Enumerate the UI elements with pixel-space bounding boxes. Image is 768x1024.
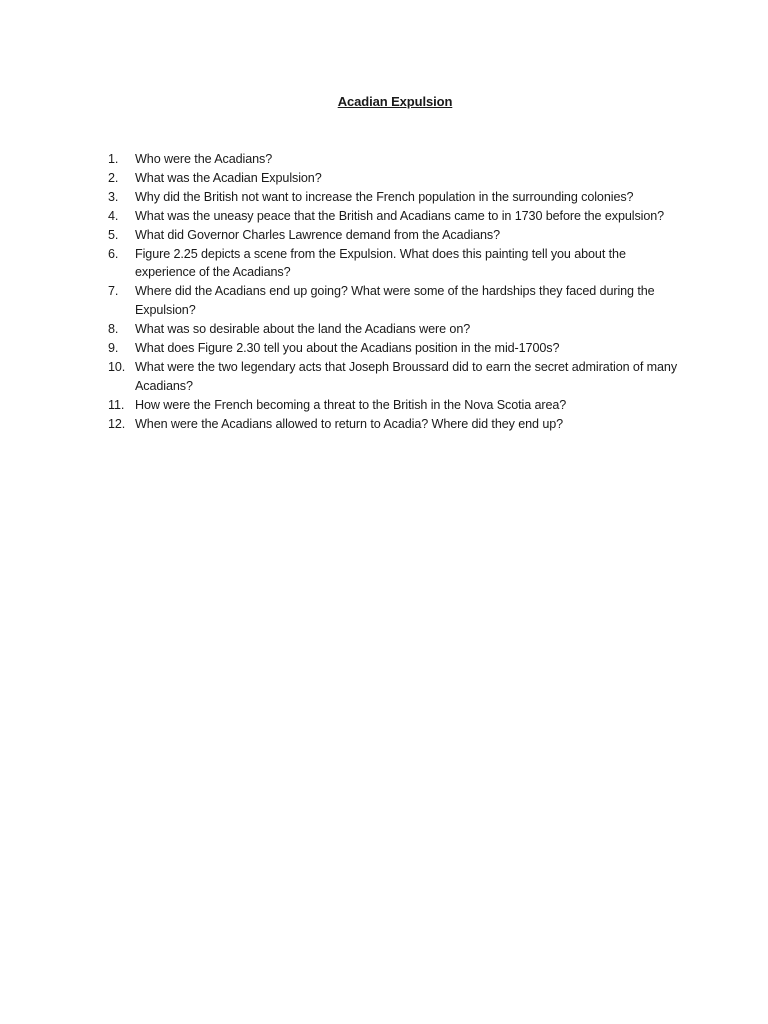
question-text: What was the uneasy peace that the British and Acadians came to in 1730 before the expulsion? bbox=[135, 208, 665, 223]
question-number: 7. bbox=[108, 284, 119, 299]
question-text: What were the two legendary acts that Joseph Broussard did to earn the secret admiration of many Acadians? bbox=[135, 359, 678, 393]
question-list bbox=[108, 150, 688, 434]
question-text: Where did the Acadians end up going? What were some of the hardships they faced during the Expulsion? bbox=[135, 284, 655, 318]
question-number: 2. bbox=[108, 170, 119, 185]
question-item bbox=[108, 245, 688, 283]
question-item bbox=[108, 207, 688, 226]
question-text: What did Governor Charles Lawrence demand from the Acadians? bbox=[135, 227, 501, 242]
question-text: What was so desirable about the land the Acadians were on? bbox=[135, 322, 471, 337]
question-item bbox=[108, 358, 688, 396]
question-item bbox=[108, 320, 688, 339]
question-text: How were the French becoming a threat to the British in the Nova Scotia area? bbox=[135, 397, 567, 412]
question-number: 11. bbox=[108, 397, 125, 412]
question-number: 12. bbox=[108, 416, 126, 431]
question-text: Who were the Acadians? bbox=[135, 152, 273, 166]
question-item bbox=[108, 339, 688, 358]
question-item bbox=[108, 169, 688, 188]
question-number: 4. bbox=[108, 208, 119, 223]
question-number: 5. bbox=[108, 227, 119, 242]
question-item bbox=[108, 226, 688, 245]
question-item bbox=[108, 188, 688, 207]
question-number: 8. bbox=[108, 322, 119, 337]
question-number: 9. bbox=[108, 341, 119, 356]
question-item bbox=[108, 150, 688, 169]
question-text: What was the Acadian Expulsion? bbox=[135, 170, 322, 185]
question-number: 1. bbox=[108, 152, 119, 166]
question-number: 6. bbox=[108, 246, 119, 261]
question-text: Why did the British not want to increase the French population in the surrounding colonies? bbox=[135, 189, 634, 204]
question-text: When were the Acadians allowed to return to Acadia? Where did they end up? bbox=[135, 416, 564, 431]
question-item bbox=[108, 415, 688, 434]
question-text: What does Figure 2.30 tell you about the Acadians position in the mid-1700s? bbox=[135, 341, 560, 356]
question-item bbox=[108, 396, 688, 415]
question-text: Figure 2.25 depicts a scene from the Expulsion. What does this painting tell you about the experience of the Acadians? bbox=[135, 246, 626, 280]
question-number: 3. bbox=[108, 189, 119, 204]
question-item bbox=[108, 282, 688, 320]
document-title: Acadian Expulsion bbox=[337, 94, 453, 109]
question-number: 10. bbox=[108, 359, 126, 374]
